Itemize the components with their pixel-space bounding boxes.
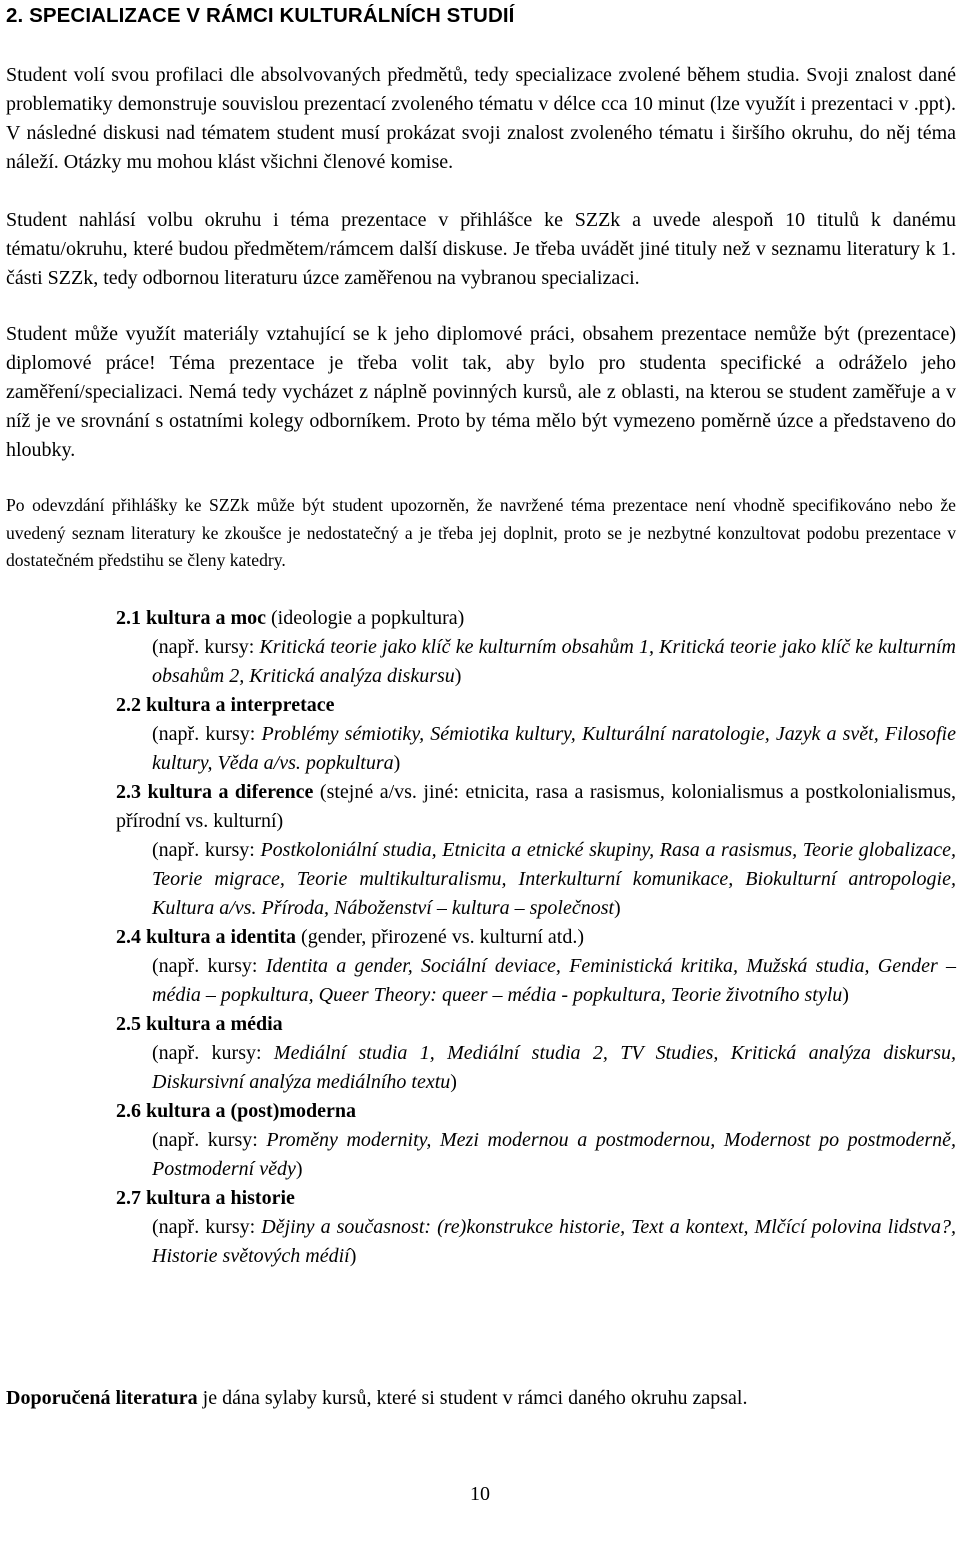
- specialization-item: [116, 778, 956, 923]
- item-desc-suffix: ): [450, 1071, 457, 1093]
- item-desc-suffix: ): [393, 752, 401, 774]
- specialization-item: [116, 604, 956, 691]
- item-desc-prefix: (např. kursy:: [152, 955, 266, 977]
- item-course-list: Proměny modernity, Mezi modernou a postmodernou, Modernost po postmoderně, Postmoderní vědy: [152, 1129, 956, 1180]
- item-course-list: Dějiny a současnost: (re)konstrukce historie, Text a kontext, Mlčící polovina lidstva?, Historie světových médií: [152, 1216, 956, 1267]
- item-desc-prefix: (např. kursy:: [152, 1129, 267, 1151]
- item-desc-suffix: ): [614, 897, 621, 919]
- page-number: 10: [470, 1483, 490, 1505]
- specialization-item: [116, 1184, 956, 1271]
- item-title-bold: 2.7 kultura a historie: [116, 1187, 295, 1209]
- item-title-bold: 2.6 kultura a (post)moderna: [116, 1100, 357, 1122]
- item-title-bold: 2.5 kultura a média: [116, 1013, 283, 1035]
- item-course-list: Problémy sémiotiky, Sémiotika kultury, Kulturální naratologie, Jazyk a svět, Filosofie kultury, Věda a/vs. popkultura: [152, 723, 956, 774]
- item-course-list: Postkoloniální studia, Etnicita a etnické skupiny, Rasa a rasismus, Teorie globalizace, Teorie migrace, Teorie multikulturalismu, Interkulturní komunikace, Biokulturní antropologie, Kultura a/vs. Příroda, Náboženství – kultura – společnost: [152, 839, 956, 919]
- paragraph-profile: Student volí svou profilaci dle absolvovaných předmětů, tedy specializace zvolené během studia. Svoji znalost dané problematiky demonstruje souvislou prezentací zvoleného tématu v délce cca 10 minut (lze využít i prezentaci v .ppt). V následné diskusi nad tématem student musí prokázat svoji znalost zvoleného tématu i širšího okruhu, do něj téma náleží. Otázky mu mohou klást všichni členové komise.: [6, 64, 956, 173]
- item-desc-suffix: ): [842, 984, 849, 1006]
- item-desc-prefix: (např. kursy:: [152, 1216, 262, 1238]
- item-title-bold: 2.1 kultura a moc: [116, 607, 266, 629]
- specialization-item: [116, 1097, 956, 1184]
- recommended-literature-label: Doporučená literatura: [6, 1387, 198, 1409]
- item-course-list: Identita a gender, Sociální deviace, Feministická kritika, Mužská studia, Gender – média – popkultura, Queer Theory: queer – média - popkultura, Teorie životního stylu: [152, 955, 956, 1006]
- item-title-rest: (gender, přirozené vs. kulturní atd.): [296, 926, 585, 948]
- item-desc-prefix: (např. kursy:: [152, 723, 262, 745]
- item-course-list: Kritická teorie jako klíč ke kulturním obsahům 1, Kritická teorie jako klíč ke kulturním obsahům 2, Kritická analýza diskursu: [152, 636, 957, 687]
- item-title-bold: 2.2 kultura a interpretace: [116, 694, 335, 716]
- item-title-rest: (stejné a/vs. jiné: etnicita, rasa a rasismus, kolonialismus a postkolonialismus, přírodní vs. kulturní): [116, 781, 956, 832]
- paragraph-materials: Student může využít materiály vztahující se k jeho diplomové práci, obsahem prezentace nemůže být (prezentace) diplomové práce! Téma prezentace je třeba volit tak, aby bylo pro studenta specifické a odráželo jeho zaměření/specializaci. Nemá tedy vycházet z náplně povinných kursů, ale z oblasti, na kterou se student zaměřuje a v níž je ve srovnání s ostatními kolegy odborníkem. Proto by téma mělo být vymezeno poměrně úzce a představeno do hloubky.: [6, 323, 956, 461]
- item-desc-prefix: (např. kursy:: [152, 636, 260, 658]
- specialization-list: [116, 604, 956, 1271]
- specialization-item: [116, 691, 956, 778]
- section-heading: 2. SPECIALIZACE V RÁMCI KULTURÁLNÍCH STUDIÍ: [6, 4, 515, 27]
- recommended-literature-text: je dána sylaby kursů, které si student v rámci daného okruhu zapsal.: [197, 1387, 748, 1409]
- paragraph-notice: Po odevzdání přihlášky ke SZZk může být student upozorněn, že navržené téma prezentace není vhodně specifikováno nebo že uvedený seznam literatury ke zkoušce je nedostatečný a je třeba jej doplnit, proto se je nezbytné konzultovat podobu prezentace v dostatečném předstihu se členy katedry.: [6, 495, 956, 570]
- specialization-item: [116, 1010, 956, 1097]
- item-title-bold: 2.4 kultura a identita: [116, 926, 297, 948]
- item-desc-suffix: ): [349, 1245, 357, 1267]
- item-desc-suffix: ): [454, 665, 462, 687]
- specialization-item: [116, 923, 956, 1010]
- paragraph-registration: Student nahlásí volbu okruhu i téma prezentace v přihlášce ke SZZk a uvede alespoň 10 titulů k danému tématu/okruhu, které budou předmětem/rámcem další diskuse. Je třeba uvádět jiné tituly než v seznamu literatury k 1. části SZZk, tedy odbornou literaturu úzce zaměřenou na vybranou specializaci.: [6, 209, 956, 289]
- item-desc-prefix: (např. kursy:: [152, 1042, 274, 1064]
- item-title-rest: (ideologie a popkultura): [266, 607, 465, 629]
- item-desc-prefix: (např. kursy:: [152, 839, 261, 861]
- item-course-list: Mediální studia 1, Mediální studia 2, TV Studies, Kritická analýza diskursu, Diskursivní analýza mediálního textu: [152, 1042, 956, 1093]
- item-title-bold: 2.3 kultura a diference: [116, 781, 314, 803]
- recommended-literature: [6, 1384, 956, 1413]
- item-desc-suffix: ): [295, 1158, 303, 1180]
